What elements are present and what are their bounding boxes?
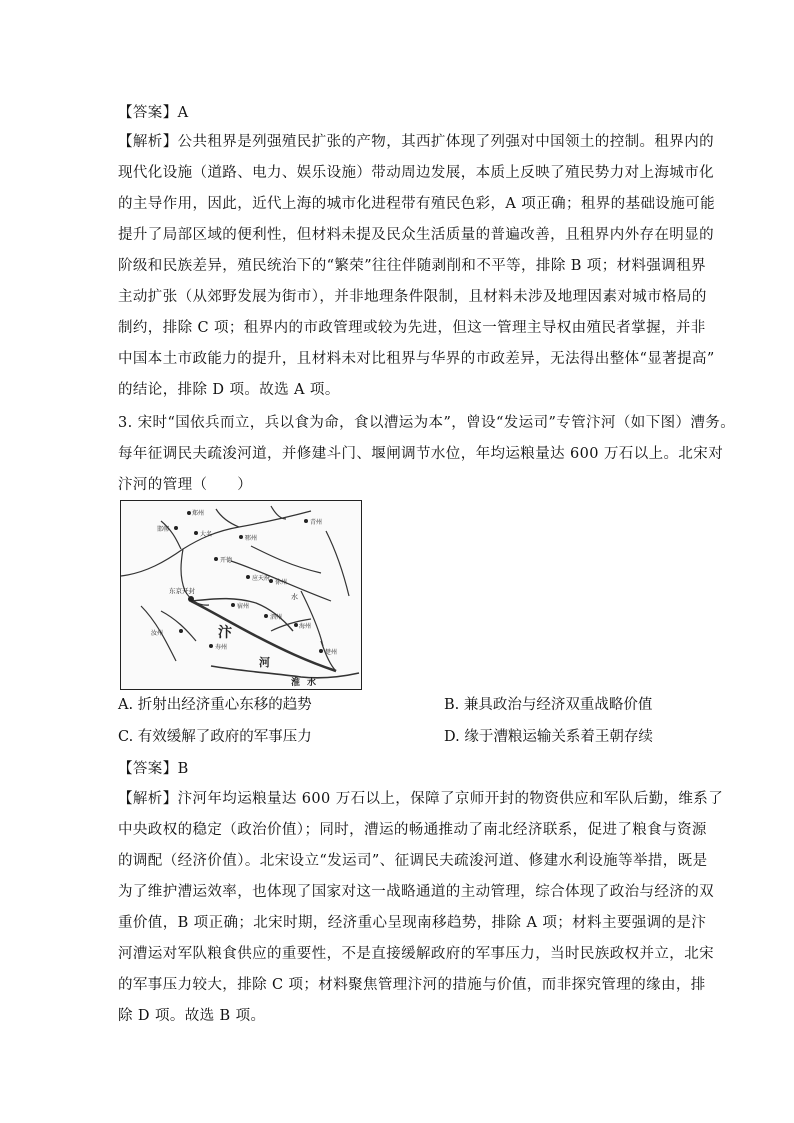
q2-analysis-line: 制约，排除 C 项；租界内的市政管理或较为先进，但这一管理主导权由殖民者掌握，并非 [118, 320, 706, 336]
q2-analysis-line: 中国本土市政能力的提升，且材料未对比租界与华界的市政差异，无法得出整体“显著提高” [118, 351, 715, 367]
q3-answer: 【答案】B [118, 761, 189, 777]
map-label-kaifeng: 东京开封 [169, 587, 195, 595]
option-d: D. 缘于漕粮运输关系着王朝存续 [444, 729, 653, 745]
svg-text:邯郸: 邯郸 [157, 526, 170, 533]
svg-text:寿州: 寿州 [215, 644, 228, 651]
svg-text:海州: 海州 [299, 623, 312, 630]
q3-analysis-line: 除 D 项。故选 B 项。 [118, 1008, 266, 1024]
svg-text:宿州: 宿州 [237, 603, 250, 610]
svg-text:汝州: 汝州 [151, 630, 164, 637]
q2-analysis-line: 的结论，排除 D 项。故选 A 项。 [118, 382, 340, 398]
svg-text:郓州: 郓州 [245, 535, 258, 542]
svg-text:楚州: 楚州 [325, 649, 338, 656]
option-c: C. 有效缓解了政府的军事压力 [118, 729, 312, 745]
map-label-huai: 淮 [291, 678, 301, 688]
svg-text:泗州: 泗州 [270, 614, 283, 621]
q3-analysis-line: 为了维护漕运效率，也体现了国家对这一战略通道的主动管理，综合体现了政治与经济的双 [118, 884, 714, 900]
q3-analysis-line: 重价值，B 项正确；北宋时期，经济重心呈现南移趋势，排除 A 项；材料主要强调的是汴 [118, 915, 707, 931]
svg-text:郑州: 郑州 [192, 510, 205, 517]
svg-text:徐州: 徐州 [275, 579, 288, 586]
q3-analysis-line: 【解析】汴河年均运粮量达 600 万石以上，保障了京师开封的物资供应和军队后勤，维系了 [118, 791, 724, 807]
map-label-bian: 汴 [218, 625, 232, 641]
map-label-he: 河 [259, 656, 270, 669]
option-a: A. 折射出经济重心东移的趋势 [118, 697, 312, 713]
q2-analysis-line: 【解析】公共租界是列强殖民扩张的产物，其西扩体现了列强对中国领土的控制。租界内的 [118, 134, 714, 150]
svg-text:大名: 大名 [200, 531, 213, 538]
q3-analysis-line: 的调配（经济价值）。北宋设立“发运司”、征调民夫疏浚河道、修建水利设施等举措，既是 [118, 853, 708, 869]
map-svg [121, 501, 361, 689]
map-label-shui2: 水 [291, 593, 298, 601]
q2-analysis-line: 阶级和民族差异，殖民统治下的“繁荣”往往伴随剥削和不平等，排除 B 项；材料强调租界 [118, 258, 706, 274]
q3-stem-line: 3. 宋时“国依兵而立，兵以食为命，食以漕运为本”，曾设“发运司”专管汴河（如下图）漕务。 [118, 415, 736, 431]
q2-analysis-line: 的主导作用，因此，近代上海的城市化进程带有殖民色彩，A 项正确；租界的基础设施可能 [118, 196, 715, 212]
svg-text:青州: 青州 [310, 519, 323, 526]
q3-analysis-line: 中央政权的稳定（政治价值）；同时，漕运的畅通推动了南北经济联系，促进了粮食与资源 [118, 822, 707, 838]
q3-analysis-line: 的军事压力较大，排除 C 项；材料聚焦管理汴河的措施与价值，而非探究管理的缘由，排 [118, 977, 706, 993]
map-label-shui: 水 [307, 678, 317, 688]
q2-answer: 【答案】A [118, 105, 189, 121]
q3-analysis-line: 河漕运对军队粮食供应的重要性，不是直接缓解政府的军事压力，当时民族政权并立，北宋 [118, 946, 714, 962]
bian-river-map [120, 500, 362, 690]
q3-stem-line: 汴河的管理（ ） [118, 477, 253, 493]
svg-text:开德: 开德 [220, 557, 233, 564]
q3-stem-line: 每年征调民夫疏浚河道，并修建斗门、堰闸调节水位，年均运粮量达 600 万石以上。北宋对 [118, 446, 724, 462]
svg-text:应天府: 应天府 [252, 575, 271, 582]
option-b: B. 兼具政治与经济双重战略价值 [444, 697, 653, 713]
q2-analysis-line: 现代化设施（道路、电力、娱乐设施）带动周边发展，本质上反映了殖民势力对上海城市化 [118, 165, 714, 181]
q2-analysis-line: 主动扩张（从郊野发展为街市），并非地理条件限制，且材料未涉及地理因素对城市格局的 [118, 289, 707, 305]
q2-analysis-line: 提升了局部区域的便利性，但材料未提及民众生活质量的普遍改善，且租界内外存在明显的 [118, 227, 714, 243]
